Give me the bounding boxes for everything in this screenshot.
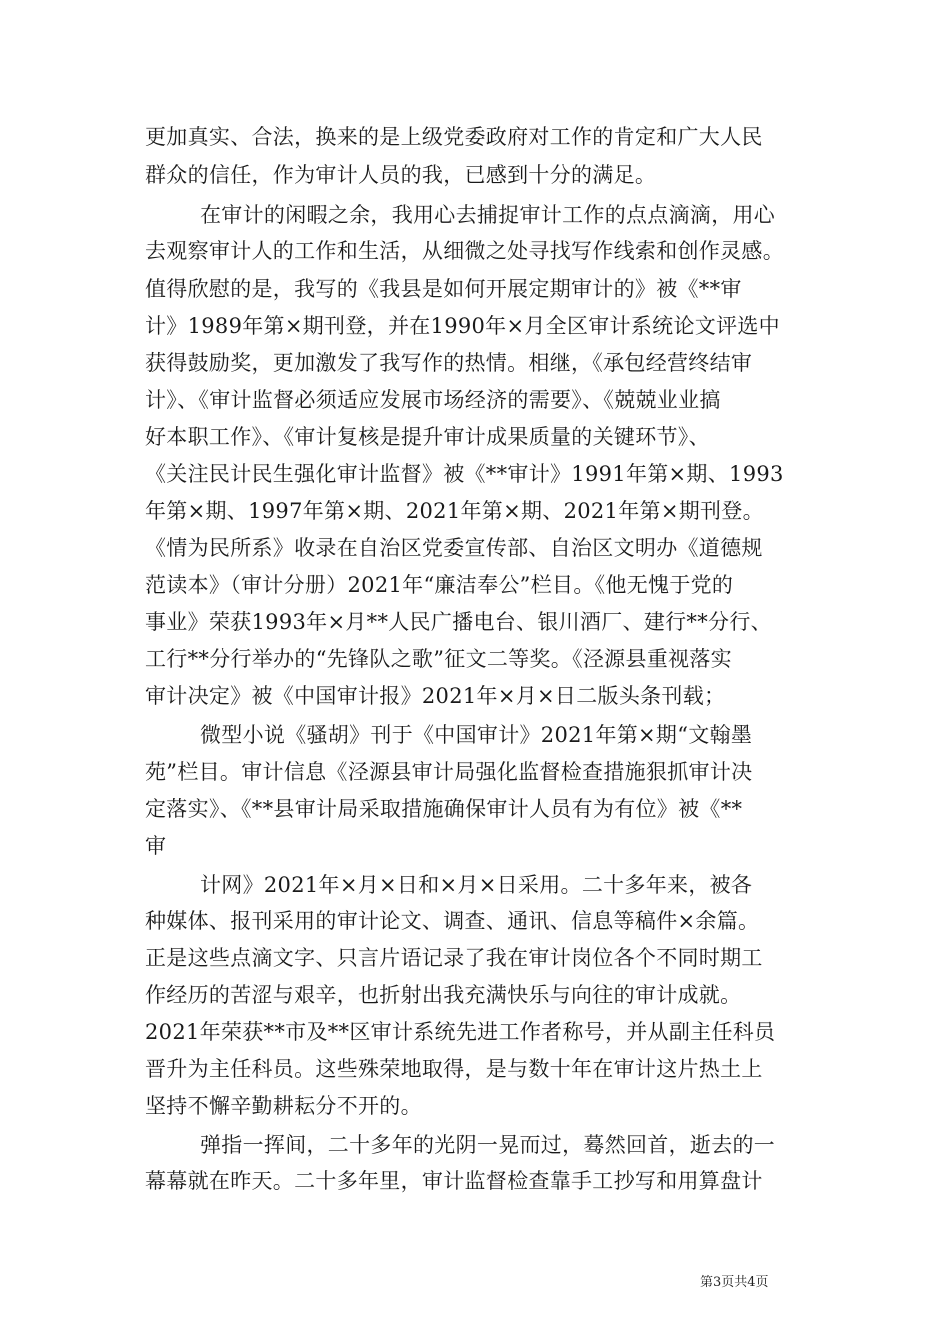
text-line: 《关注民计民生强化审计监督》被《**审计》1991年第×期、1993: [145, 462, 784, 486]
text-line: 正是这些点滴文字、只言片语记录了我在审计岗位各个不同时期工: [145, 946, 763, 970]
text-line: 获得鼓励奖，更加激发了我写作的热情。相继，《承包经营终结审: [145, 351, 753, 375]
text-line: 坚持不懈辛勤耕耘分不开的。: [145, 1094, 422, 1118]
page-number: 第3页共4页: [700, 1275, 769, 1290]
text-line: 群众的信任，作为审计人员的我，已感到十分的满足。: [145, 163, 657, 187]
paragraph-start-line: 弹指一挥间，二十多年的光阴一晃而过，蓦然回首，逝去的一: [200, 1133, 776, 1157]
text-line: 2021年荣获**市及**区审计系统先进工作者称号，并从副主任科员: [145, 1020, 776, 1044]
paragraph-start-line: 微型小说《骚胡》刊于《中国审计》2021年第×期“文翰墨: [200, 723, 753, 747]
text-line: 定落实》、《**县审计局采取措施确保审计人员有为有位》被《**: [145, 797, 743, 821]
text-line: 《情为民所系》收录在自治区党委宣传部、自治区文明办《道德规: [145, 536, 763, 560]
text-line: 苑”栏目。审计信息《泾源县审计局强化监督检查措施狠抓审计决: [145, 760, 753, 784]
text-line: 好本职工作》、《审计复核是提升审计成果质量的关键环节》、: [145, 425, 710, 449]
text-line: 种媒体、报刊采用的审计论文、调查、通讯、信息等稿件×余篇。: [145, 909, 760, 933]
text-line: 工行**分行举办的“先锋队之歌”征文二等奖。《泾源县重视落实: [145, 647, 732, 671]
text-line: 审计决定》被《中国审计报》2021年×月×日二版头条刊载；: [145, 684, 726, 708]
text-line: 幕幕就在昨天。二十多年里，审计监督检查靠手工抄写和用算盘计: [145, 1169, 763, 1193]
text-line: 年第×期、1997年第×期、2021年第×期、2021年第×期刊登。: [145, 499, 764, 523]
text-line: 计》、《审计监督必须适应发展市场经济的需要》、《兢兢业业搞: [145, 388, 721, 412]
paragraph-start-line: 在审计的闲暇之余，我用心去捕捉审计工作的点点滴滴，用心: [200, 203, 776, 227]
paragraph-start-line: 计网》2021年×月×日和×月×日采用。二十多年来，被各: [200, 873, 753, 897]
text-line: 事业》荣获1993年×月**人民广播电台、银川酒厂、建行**分行、: [145, 610, 772, 634]
text-line: 值得欣慰的是，我写的《我县是如何开展定期审计的》被《**审: [145, 277, 742, 301]
text-line: 作经历的苦涩与艰辛，也折射出我充满快乐与向往的审计成就。: [145, 983, 742, 1007]
text-line: 计》1989年第×期刊登，并在1990年×月全区审计系统论文评选中: [145, 314, 780, 338]
text-line: 范读本》（审计分册）2021年“廉洁奉公”栏目。《他无愧于党的: [145, 573, 734, 597]
text-line: 去观察审计人的工作和生活，从细微之处寻找写作线索和创作灵感。: [145, 239, 784, 263]
text-line: 晋升为主任科员。这些殊荣地取得，是与数十年在审计这片热土上: [145, 1057, 763, 1081]
text-line: 更加真实、合法，换来的是上级党委政府对工作的肯定和广大人民: [145, 125, 763, 149]
text-line: 审: [145, 834, 167, 858]
